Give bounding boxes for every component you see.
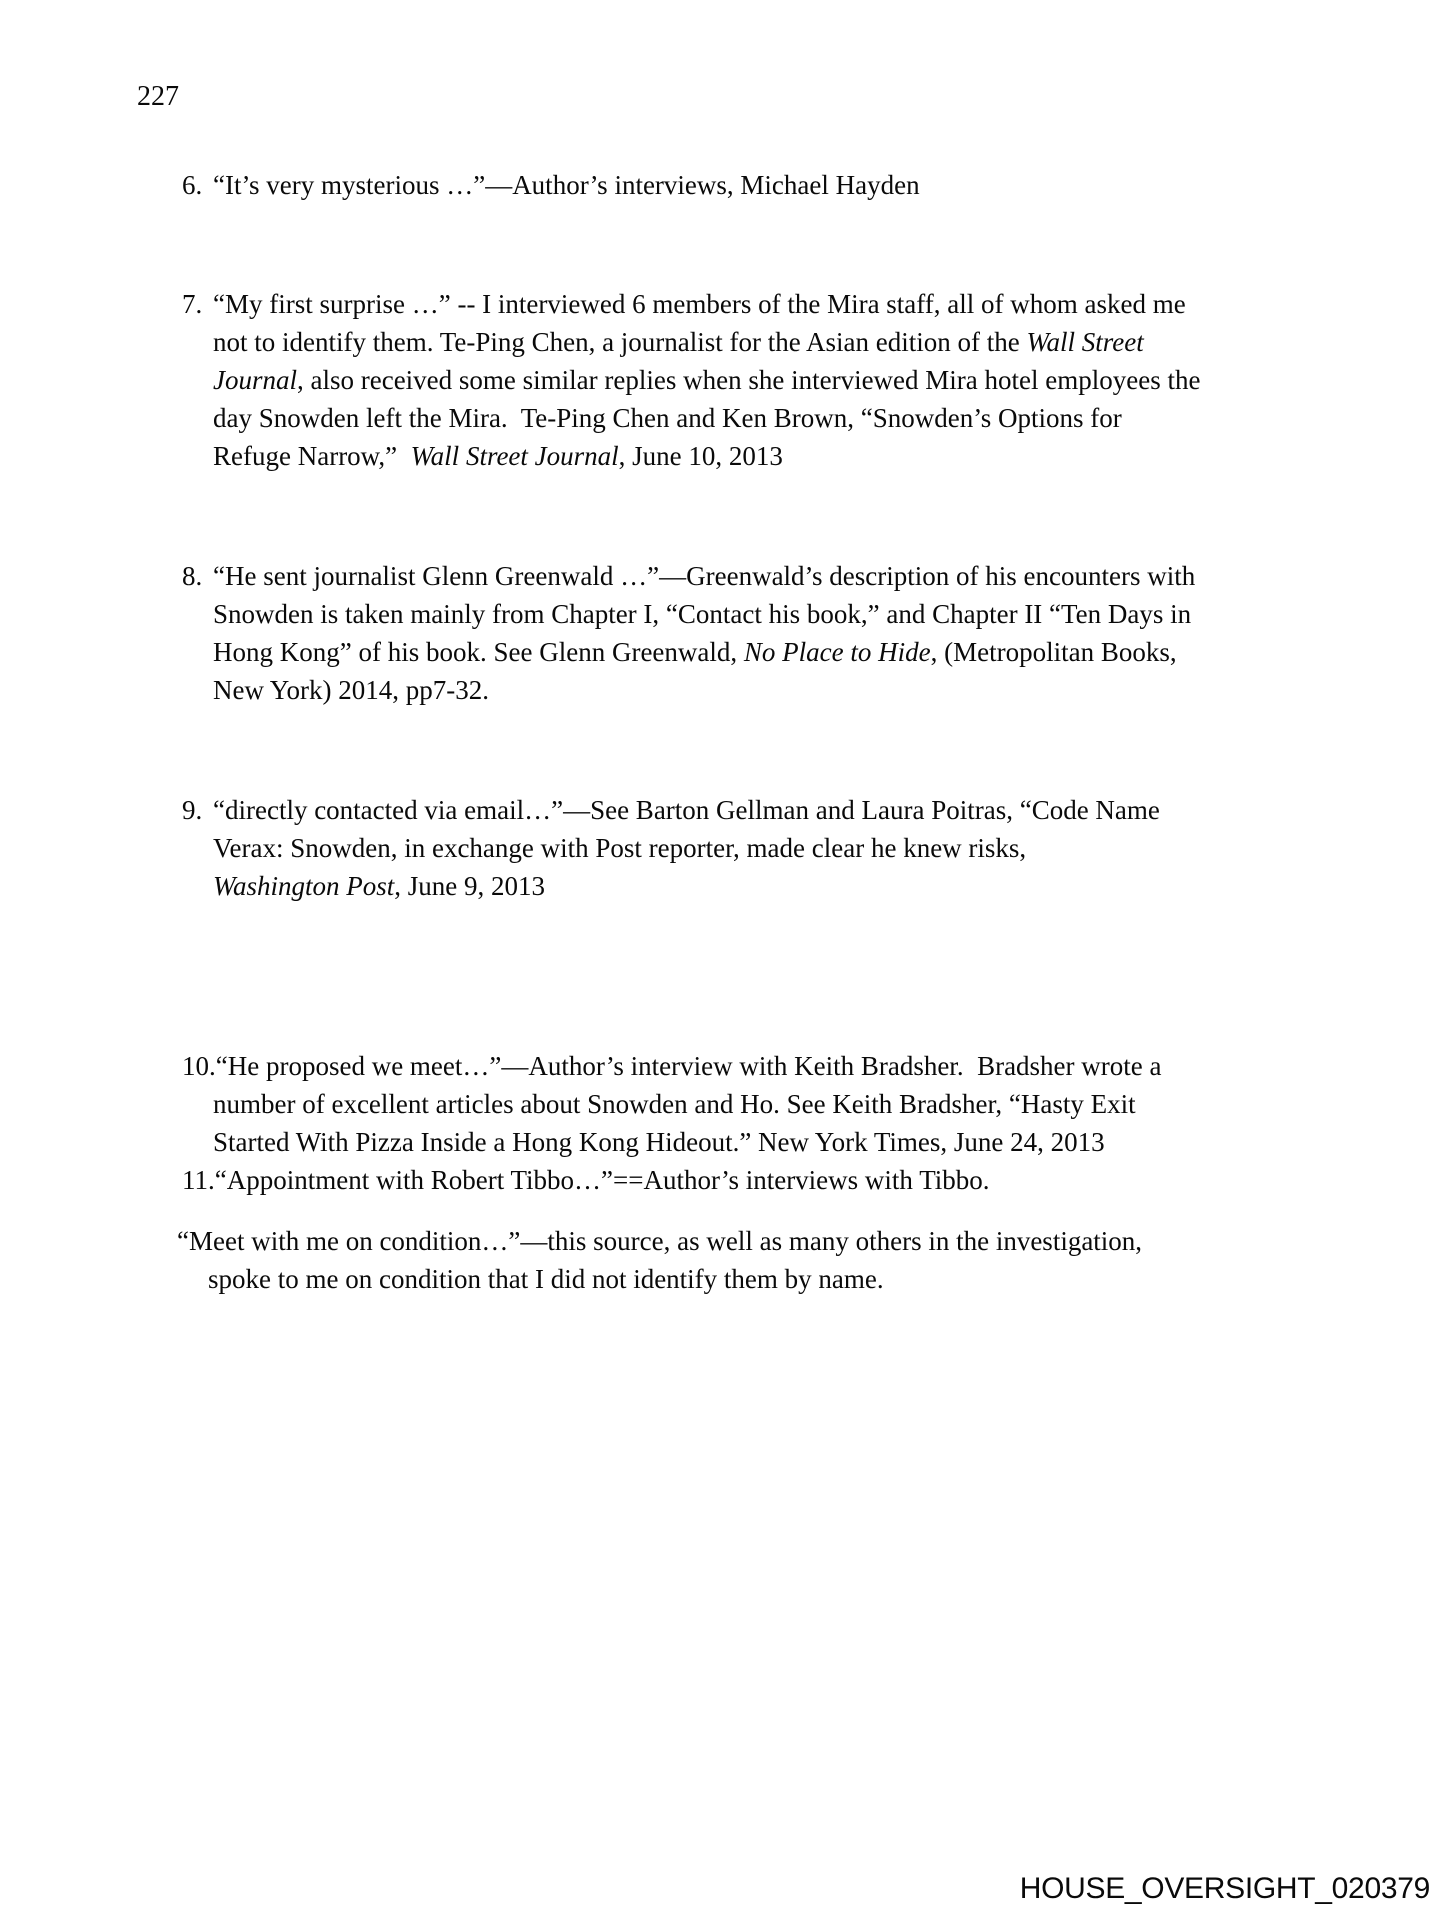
endnote-item-9 bbox=[182, 791, 1423, 905]
endnote-item-11 bbox=[182, 1161, 1423, 1199]
endnote-number: 9. bbox=[182, 795, 203, 825]
page-number: 227 bbox=[137, 81, 179, 112]
endnote-text: “directly contacted via email…”—See Barton Gellman and Laura Poitras, “Code Name Verax: Snowden, in exchange with Post reporter, made clear he knew risks, Washington Post, June 9, 2013 bbox=[213, 795, 1160, 901]
endnote-number: 6. bbox=[182, 170, 203, 200]
bates-stamp: HOUSE_OVERSIGHT_020379 bbox=[1019, 1872, 1430, 1905]
endnote-number: 8. bbox=[182, 561, 203, 591]
closing-paragraph: “Meet with me on condition…”—this source, as well as many others in the investigation, spoke to me on condition that I did not identify them by name. bbox=[177, 1226, 1143, 1294]
endnote-text: “Appointment with Robert Tibbo…”==Author’s interviews with Tibbo. bbox=[214, 1165, 990, 1195]
endnote-number: 10. bbox=[182, 1051, 216, 1081]
endnote-item-6 bbox=[182, 166, 1423, 204]
endnote-number: 11. bbox=[182, 1165, 215, 1195]
endnote-text: “My first surprise …” -- I interviewed 6 members of the Mira staff, all of whom asked me not to identify them. Te-Ping Chen, a journalist for the Asian edition of the Wall Street Journal, also received some similar replies when she interviewed Mira hotel employees the day Snowden left the Mira. Te-Ping Chen and Ken Brown, “Snowden’s Options for Refuge Narrow,” Wall Street Journal, June 10, 2013 bbox=[213, 289, 1201, 471]
endnote-text: “It’s very mysterious …”—Author’s interviews, Michael Hayden bbox=[213, 170, 920, 200]
endnote-item-10 bbox=[182, 1047, 1423, 1161]
endnote-item-8 bbox=[182, 557, 1423, 709]
endnote-item-7 bbox=[182, 285, 1423, 475]
endnote-text: “He sent journalist Glenn Greenwald …”—Greenwald’s description of his encounters with Snowden is taken mainly from Chapter I, “Contact his book,” and Chapter II “Ten Days in Hong Kong” of his book. See Glenn Greenwald, No Place to Hide, (Metropolitan Books, New York) 2014, pp7-32. bbox=[213, 561, 1196, 705]
endnote-number: 7. bbox=[182, 289, 203, 319]
endnote-text: “He proposed we meet…”—Author’s interview with Keith Bradsher. Bradsher wrote a number of excellent articles about Snowden and Ho. See Keith Bradsher, “Hasty Exit Started With Pizza Inside a Hong Kong Hideout.” New York Times, June 24, 2013 bbox=[213, 1051, 1162, 1157]
